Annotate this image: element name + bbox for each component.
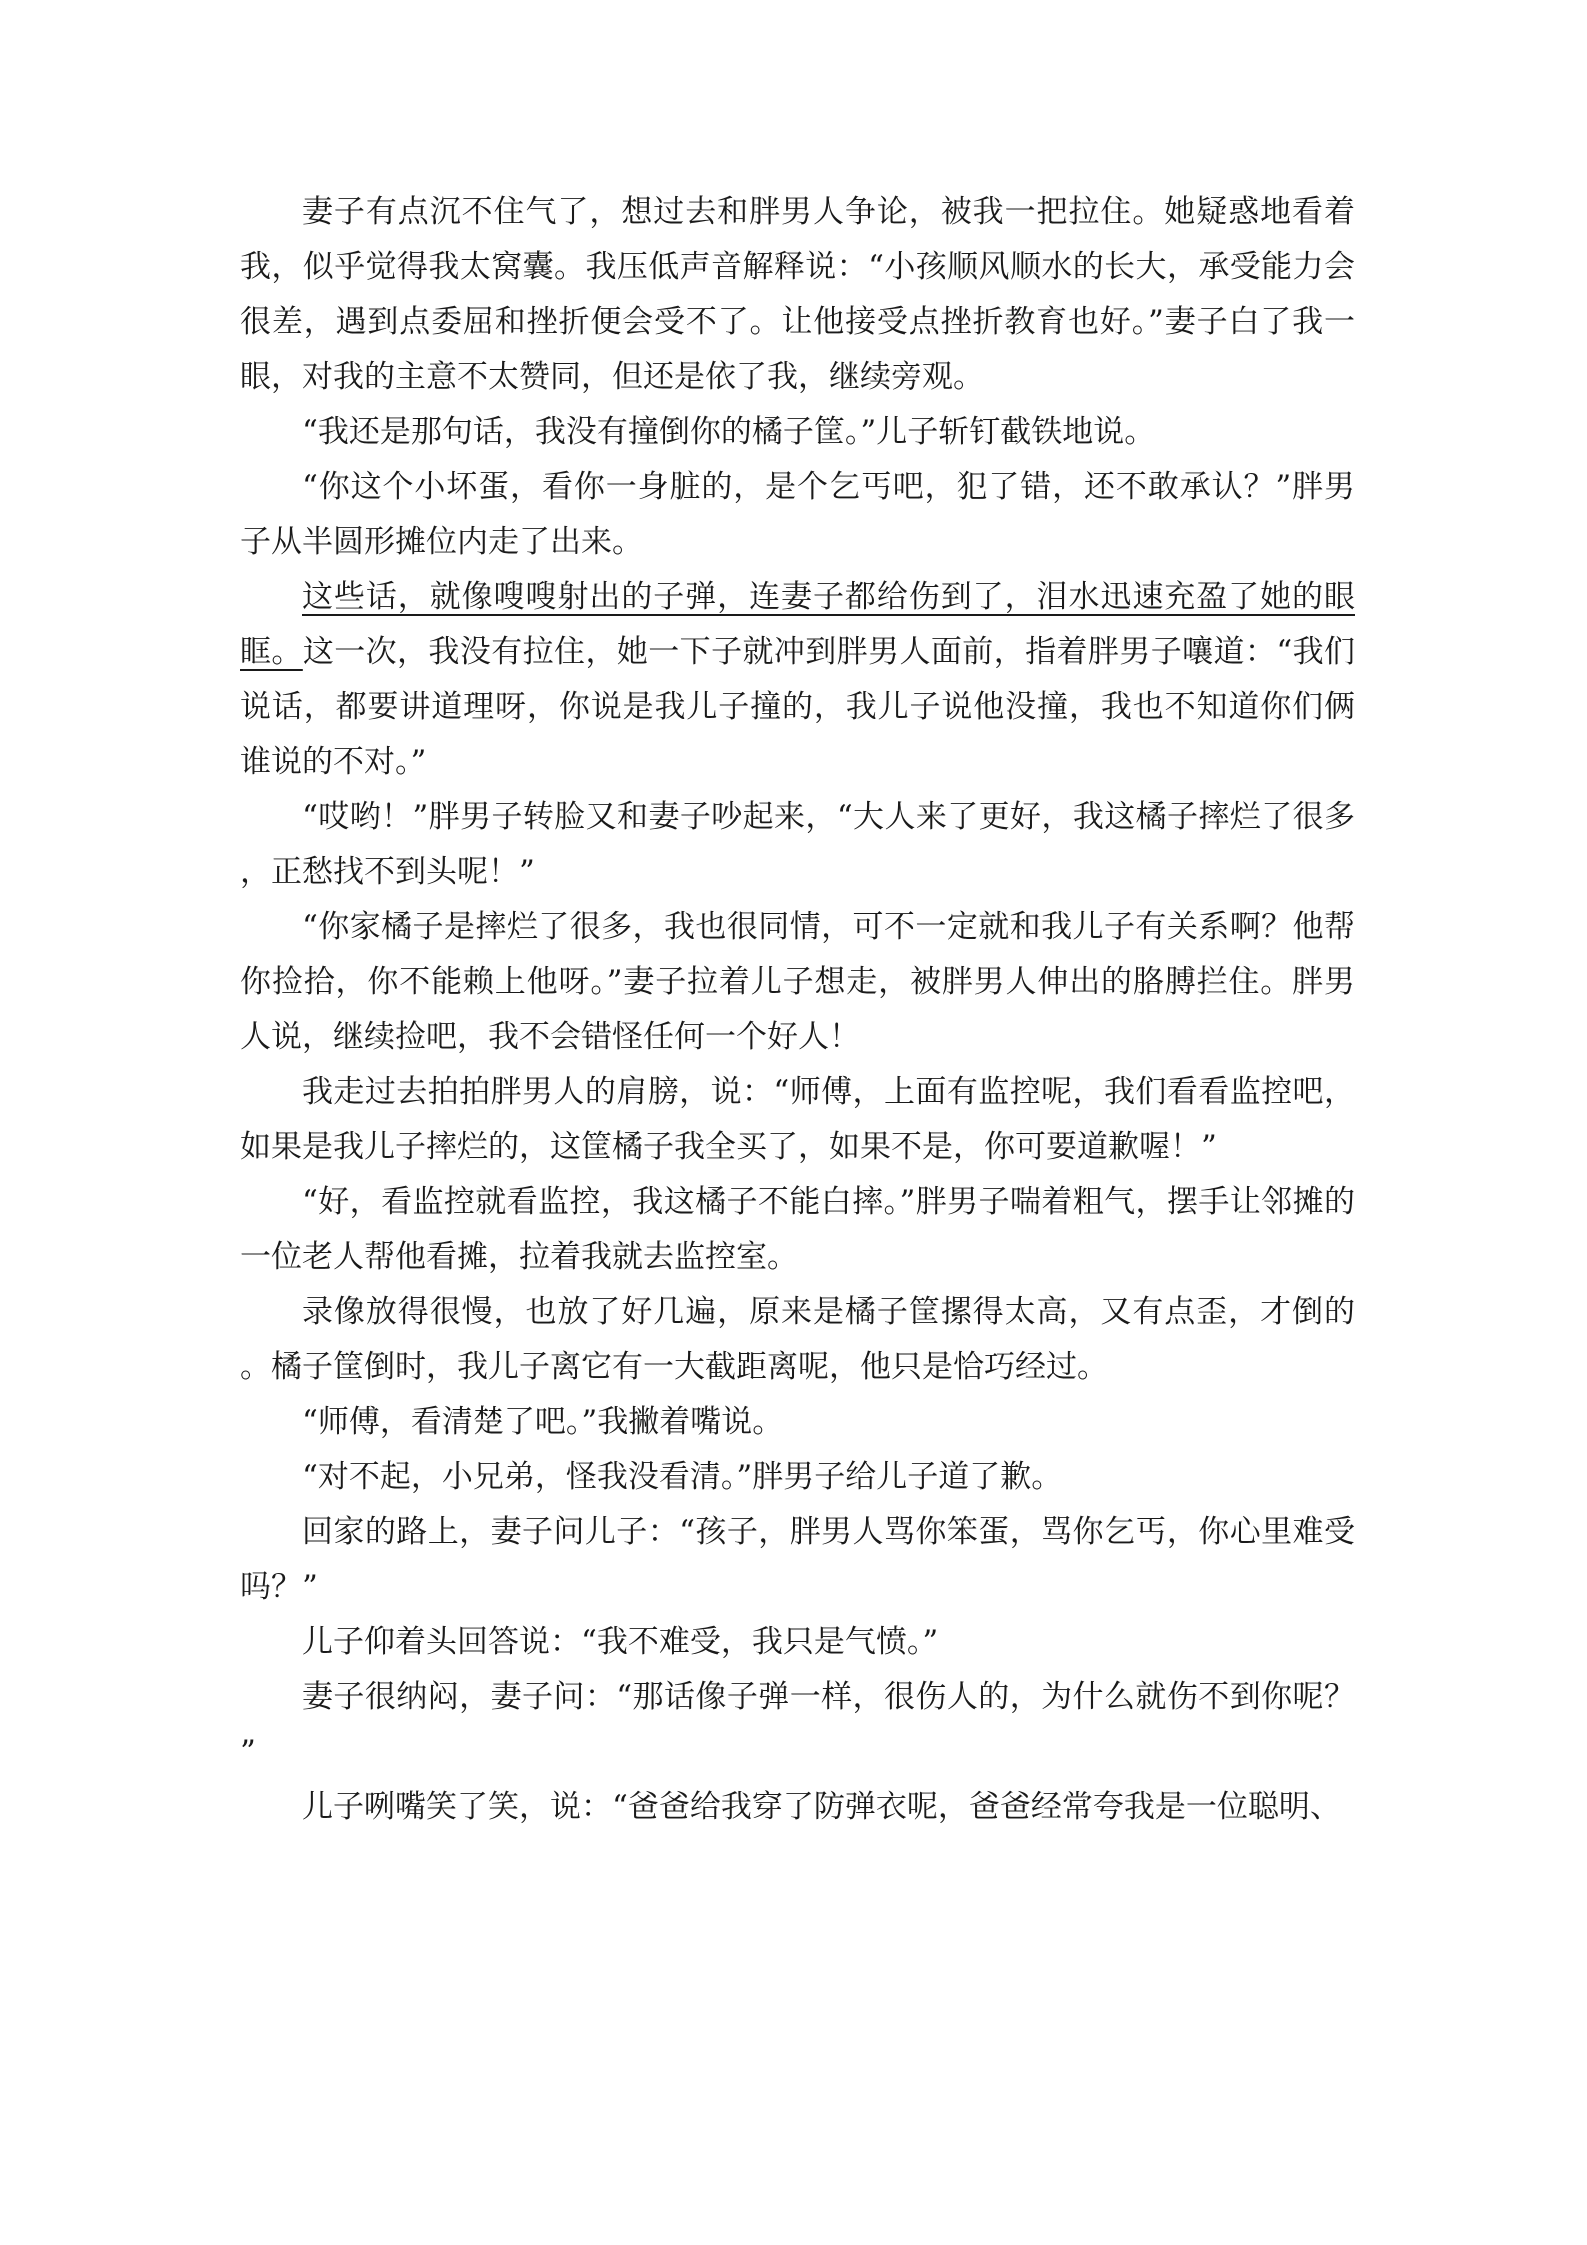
paragraph-4-rest: 这一次，我没有拉住，她一下子就冲到胖男人面前，指着胖男子嚷道：“我们说话，都要讲道理呀，你说是我儿子撞的，我儿子说他没撞，我也不知道你们俩谁说的不对。” [240, 634, 1355, 780]
paragraph-1: 妻子有点沉不住气了，想过去和胖男人争论，被我一把拉住。她疑惑地看着我，似乎觉得我太窝囊。我压低声音解释说：“小孩顺风顺水的长大，承受能力会很差，遇到点委屈和挫折便会受不了。让他接受点挫折教育也好。”妻子白了我一眼，对我的主意不太赞同，但还是依了我，继续旁观。 [240, 194, 1355, 395]
paragraph-14: 妻子很纳闷，妻子问：“那话像子弹一样，很伤人的，为什么就伤不到你呢？” [240, 1679, 1355, 1770]
paragraph-13: 儿子仰着头回答说：“我不难受，我只是气愤。” [302, 1624, 939, 1660]
paragraph-6: “你家橘子是摔烂了很多，我也很同情，可不一定就和我儿子有关系啊？他帮你捡拾，你不能赖上他呀。”妻子拉着儿子想走，被胖男人伸出的胳膊拦住。胖男人说，继续捡吧，我不会错怪任何一个好人！ [240, 909, 1355, 1055]
document-page [240, 185, 1355, 1835]
paragraph-9: 录像放得很慢，也放了好几遍，原来是橘子筐摞得太高，又有点歪，才倒的。橘子筐倒时，我儿子离它有一大截距离呢，他只是恰巧经过。 [240, 1294, 1355, 1385]
paragraph-7: 我走过去拍拍胖男人的肩膀，说：“师傅，上面有监控呢，我们看看监控吧，如果是我儿子摔烂的，这筐橘子我全买了，如果不是，你可要道歉喔！” [240, 1074, 1355, 1165]
paragraph-10: “师傅，看清楚了吧。”我撇着嘴说。 [302, 1404, 784, 1440]
paragraph-12: 回家的路上，妻子问儿子：“孩子，胖男人骂你笨蛋，骂你乞丐，你心里难受吗？” [240, 1514, 1355, 1605]
paragraph-3: “你这个小坏蛋，看你一身脏的，是个乞丐吧，犯了错，还不敢承认？”胖男子从半圆形摊位内走了出来。 [240, 469, 1355, 560]
paragraph-5: “哎哟！”胖男子转脸又和妻子吵起来，“大人来了更好，我这橘子摔烂了很多，正愁找不到头呢！” [240, 799, 1355, 890]
paragraph-2: “我还是那句话，我没有撞倒你的橘子筐。”儿子斩钉截铁地说。 [302, 414, 1156, 450]
underlined-sentence: 这些话，就像嗖嗖射出的子弹，连妻子都给伤到了，泪水迅速充盈了她的眼眶。 [240, 579, 1355, 670]
paragraph-8: “好，看监控就看监控，我这橘子不能白摔。”胖男子喘着粗气，摆手让邻摊的一位老人帮他看摊，拉着我就去监控室。 [240, 1184, 1355, 1275]
paragraph-11: “对不起，小兄弟，怪我没看清。”胖男子给儿子道了歉。 [302, 1459, 1063, 1495]
paragraph-15: 儿子咧嘴笑了笑，说：“爸爸给我穿了防弹衣呢，爸爸经常夸我是一位聪明、 [302, 1789, 1341, 1825]
paragraph-4 [240, 570, 1355, 790]
